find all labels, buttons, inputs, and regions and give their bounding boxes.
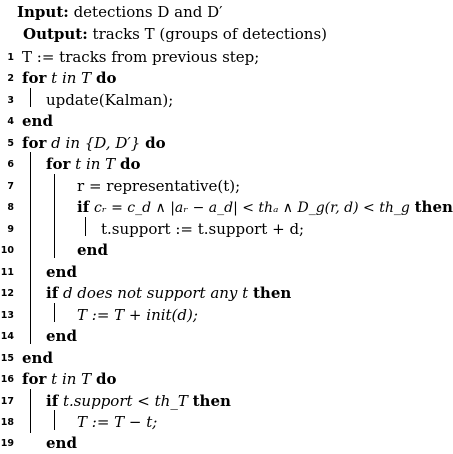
loop-condition: t in T	[75, 155, 116, 173]
keyword-end: end	[22, 112, 53, 130]
algorithm-line	[0, 369, 430, 389]
line-text: T := T − t;	[77, 413, 158, 431]
algorithm-line	[0, 348, 430, 368]
algorithm-line	[0, 412, 430, 432]
algorithm-line	[0, 176, 430, 196]
output-label: Output:	[23, 25, 88, 43]
block-guide	[30, 152, 31, 344]
algorithm-line	[0, 433, 430, 452]
loop-condition: d in {D, D′}	[51, 134, 141, 152]
keyword-if: if	[46, 392, 59, 410]
keyword-end: end	[46, 327, 77, 345]
line-text	[77, 197, 453, 218]
algorithm-line	[0, 111, 430, 131]
line-number: 4	[7, 116, 14, 127]
line-number: 11	[0, 267, 14, 278]
keyword-end: end	[46, 434, 77, 452]
line-number: 14	[0, 331, 14, 342]
algorithm-line	[0, 68, 430, 88]
block-guide	[85, 217, 86, 236]
line-text: T := T + init(d);	[77, 306, 198, 324]
if-condition: t.support < th_T	[62, 392, 188, 410]
algorithm-line	[0, 262, 430, 282]
algorithm-line	[0, 219, 430, 239]
keyword-then: then	[192, 392, 231, 410]
algorithm-line	[0, 305, 430, 325]
algorithm-line	[0, 283, 430, 303]
keyword-do: do	[145, 134, 166, 152]
line-number: 7	[7, 181, 14, 192]
algorithm-line	[0, 133, 430, 153]
line-number: 5	[7, 138, 14, 149]
algorithm-input	[17, 2, 223, 22]
algorithm-line	[0, 197, 453, 217]
line-text: T := tracks from previous step;	[22, 48, 260, 66]
line-text	[22, 133, 166, 153]
line-text	[46, 154, 140, 174]
line-number: 12	[0, 288, 14, 299]
line-number: 18	[0, 417, 14, 428]
block-guide	[54, 410, 55, 430]
line-text: update(Kalman);	[46, 91, 174, 109]
line-number: 10	[0, 245, 14, 256]
output-value: tracks T (groups of detections)	[92, 25, 328, 43]
algorithm-line	[0, 90, 430, 110]
line-number: 2	[7, 73, 14, 84]
keyword-then: then	[253, 284, 292, 302]
line-number: 15	[0, 353, 14, 364]
keyword-for: for	[46, 155, 71, 173]
loop-condition: t in T	[51, 69, 92, 87]
keyword-do: do	[95, 370, 117, 388]
if-condition: cᵣ = c_d ∧ |aᵣ − a_d| < thₐ ∧ D_g(r, d) < th_g	[93, 200, 410, 216]
algorithm-output	[23, 24, 327, 44]
keyword-end: end	[22, 349, 53, 367]
keyword-do: do	[119, 155, 141, 173]
line-number: 13	[0, 310, 14, 321]
keyword-for: for	[22, 134, 47, 152]
input-value: detections D and D′	[73, 3, 223, 21]
line-number: 8	[7, 202, 14, 213]
line-number: 6	[7, 159, 14, 170]
line-number: 17	[0, 396, 14, 407]
if-condition: d does not support any t	[62, 284, 249, 302]
algorithm-line	[0, 154, 430, 174]
line-text	[22, 68, 116, 88]
input-label: Input:	[17, 3, 69, 21]
line-text	[46, 391, 231, 411]
algorithm-line	[0, 47, 430, 67]
algorithm-line	[0, 240, 430, 260]
line-text: t.support := t.support + d;	[101, 220, 305, 238]
keyword-if: if	[46, 284, 59, 302]
block-guide	[30, 389, 31, 433]
line-text	[46, 283, 291, 303]
line-number: 3	[7, 95, 14, 106]
keyword-for: for	[22, 370, 47, 388]
block-guide	[54, 303, 55, 322]
loop-condition: t in T	[51, 370, 92, 388]
line-number: 19	[0, 438, 14, 449]
line-number: 16	[0, 374, 14, 385]
keyword-then: then	[414, 198, 453, 216]
keyword-if: if	[77, 198, 90, 216]
keyword-do: do	[95, 69, 117, 87]
keyword-for: for	[22, 69, 47, 87]
keyword-end: end	[46, 263, 77, 281]
line-number: 9	[7, 224, 14, 235]
keyword-end: end	[77, 241, 108, 259]
algorithm-line	[0, 326, 430, 346]
block-guide	[54, 174, 55, 258]
line-text	[22, 369, 116, 389]
block-guide	[30, 88, 31, 107]
line-text: r = representative(t);	[77, 177, 241, 195]
line-number: 1	[7, 52, 14, 63]
algorithm-line	[0, 391, 430, 411]
